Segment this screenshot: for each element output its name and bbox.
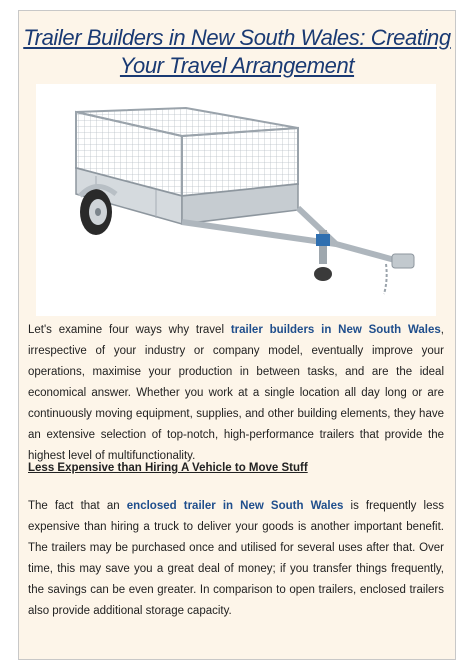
section-text-start: The fact that an bbox=[28, 500, 127, 512]
section-paragraph bbox=[28, 496, 444, 622]
intro-text-end: , irrespective of your industry or company model, eventually improve your operations, maximise your production in between tasks, and are the ideal economical answer. Whether you work at a single location all day long or are continuously moving equipment, supplies, and other building elements, they have an extensive selection of top-notch, high-performance trailers that provide the highest level of multifunctionality. bbox=[28, 324, 444, 462]
page-title bbox=[22, 24, 452, 80]
trailer-illustration bbox=[36, 84, 436, 316]
trailer-photo bbox=[36, 84, 436, 316]
title-line-2: Your Travel Arrangement bbox=[119, 53, 355, 78]
enclosed-trailer-link[interactable]: enclosed trailer in New South Wales bbox=[126, 500, 344, 512]
trailer-builders-link[interactable]: trailer builders in New South Wales bbox=[230, 324, 441, 336]
section-heading: Less Expensive than Hiring A Vehicle to Move Stuff bbox=[28, 462, 308, 474]
section-text-end: is frequently less expensive than hiring a truck to deliver your goods is another important benefit. The trailers may be purchased once and utilised for several uses after that. Over time, this may save you a great deal of money; if you transfer things frequently, the savings can be even greater. In comparison to open trailers, enclosed trailers also provide additional storage capacity. bbox=[28, 500, 444, 617]
intro-text-start: Let's examine four ways why travel bbox=[28, 324, 231, 336]
title-line-1: Trailer Builders in New South Wales: Creating bbox=[23, 25, 451, 50]
intro-paragraph bbox=[28, 320, 444, 467]
